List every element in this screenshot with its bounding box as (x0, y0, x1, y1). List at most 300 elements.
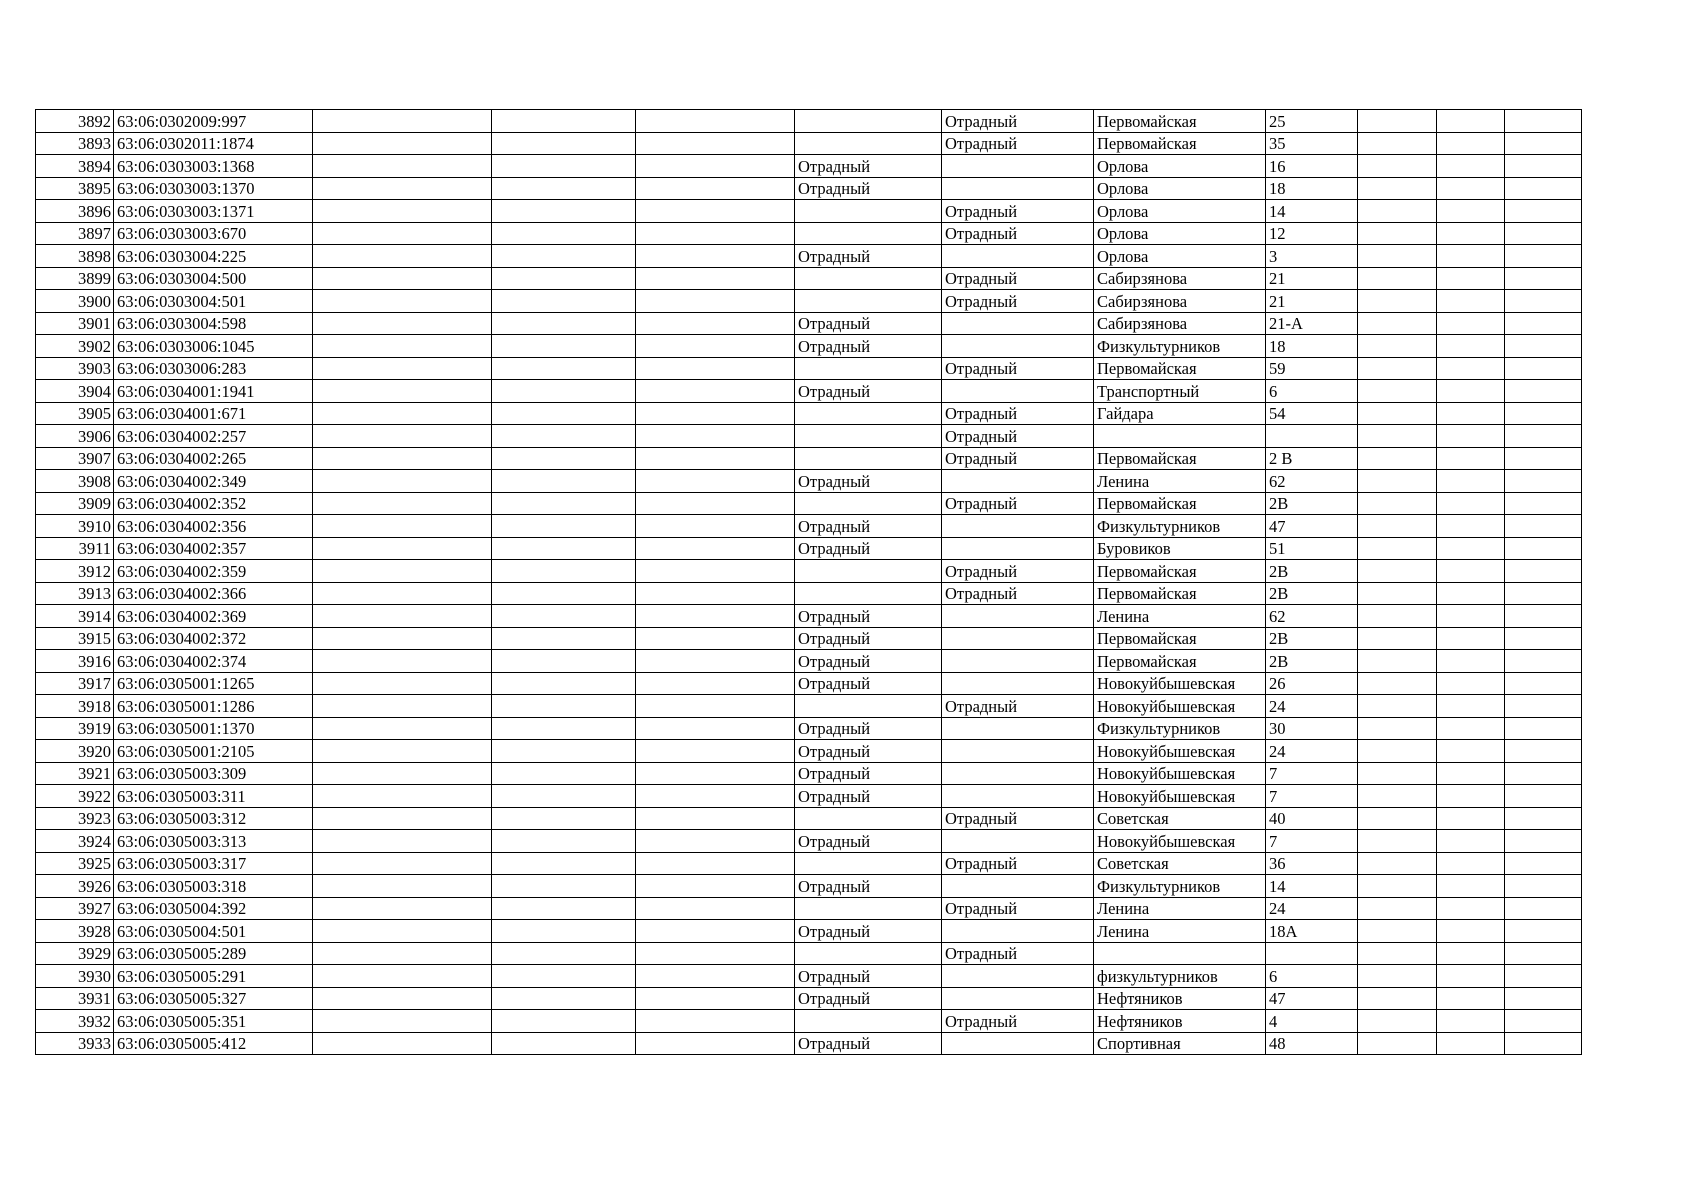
cell-street: Первомайская (1094, 560, 1266, 583)
cell-locality-a (795, 222, 942, 245)
cell-col12 (1505, 942, 1582, 965)
cell-street: Нефтяников (1094, 1010, 1266, 1033)
cell-col11 (1437, 785, 1505, 808)
cell-col11 (1437, 695, 1505, 718)
cell-col12 (1505, 807, 1582, 830)
cell-col11 (1437, 717, 1505, 740)
cell-cadastral-number: 63:06:0303006:1045 (114, 335, 313, 358)
cell-row-number: 3896 (36, 200, 114, 223)
cell-col12 (1505, 740, 1582, 763)
cell-col11 (1437, 920, 1505, 943)
cell-locality-a: Отрадный (795, 380, 942, 403)
cell-col10 (1358, 357, 1437, 380)
cell-house: 2В (1266, 650, 1358, 673)
cell-house: 48 (1266, 1032, 1358, 1055)
cell-street: Первомайская (1094, 447, 1266, 470)
cell-cadastral-number: 63:06:0305003:312 (114, 807, 313, 830)
cell-col4 (492, 852, 636, 875)
cell-house: 18А (1266, 920, 1358, 943)
cell-col3 (313, 492, 492, 515)
cell-locality-b: Отрадный (942, 357, 1094, 380)
cell-col5 (636, 335, 795, 358)
cell-row-number: 3906 (36, 425, 114, 448)
cell-col10 (1358, 695, 1437, 718)
cell-locality-a: Отрадный (795, 785, 942, 808)
cell-col4 (492, 222, 636, 245)
table-row (36, 650, 1582, 673)
cell-col5 (636, 357, 795, 380)
cell-row-number: 3926 (36, 875, 114, 898)
cell-locality-b: Отрадный (942, 560, 1094, 583)
cell-col5 (636, 290, 795, 313)
cell-house: 2 В (1266, 447, 1358, 470)
cell-col4 (492, 560, 636, 583)
cell-col5 (636, 470, 795, 493)
cell-cadastral-number: 63:06:0303006:283 (114, 357, 313, 380)
table-body (36, 110, 1582, 1055)
cell-cadastral-number: 63:06:0305005:291 (114, 965, 313, 988)
cell-col3 (313, 357, 492, 380)
cell-col10 (1358, 537, 1437, 560)
cell-locality-a: Отрадный (795, 830, 942, 853)
cell-col12 (1505, 110, 1582, 133)
cell-col10 (1358, 650, 1437, 673)
cell-street: Сабирзянова (1094, 267, 1266, 290)
cell-cadastral-number: 63:06:0304001:671 (114, 402, 313, 425)
cell-col11 (1437, 290, 1505, 313)
cell-col11 (1437, 402, 1505, 425)
cadastral-table (35, 109, 1582, 1055)
cell-col4 (492, 695, 636, 718)
cell-col5 (636, 560, 795, 583)
cell-locality-a: Отрадный (795, 335, 942, 358)
cell-col11 (1437, 650, 1505, 673)
cell-row-number: 3933 (36, 1032, 114, 1055)
cell-col3 (313, 582, 492, 605)
cell-col11 (1437, 762, 1505, 785)
cell-cadastral-number: 63:06:0304001:1941 (114, 380, 313, 403)
cell-locality-b (942, 537, 1094, 560)
cell-row-number: 3900 (36, 290, 114, 313)
cell-cadastral-number: 63:06:0303004:501 (114, 290, 313, 313)
cell-house: 54 (1266, 402, 1358, 425)
cell-street: Первомайская (1094, 582, 1266, 605)
cell-locality-a (795, 132, 942, 155)
cell-col3 (313, 177, 492, 200)
cell-locality-a: Отрадный (795, 155, 942, 178)
cell-street: Новокуйбышевская (1094, 672, 1266, 695)
cell-street: Сабирзянова (1094, 312, 1266, 335)
cell-locality-b (942, 177, 1094, 200)
cell-col12 (1505, 672, 1582, 695)
cell-row-number: 3920 (36, 740, 114, 763)
cell-col10 (1358, 920, 1437, 943)
table-row (36, 920, 1582, 943)
cell-col3 (313, 200, 492, 223)
cell-cadastral-number: 63:06:0304002:265 (114, 447, 313, 470)
cell-house: 30 (1266, 717, 1358, 740)
cell-col3 (313, 267, 492, 290)
cell-col3 (313, 537, 492, 560)
cell-locality-a (795, 695, 942, 718)
cell-locality-a: Отрадный (795, 987, 942, 1010)
table-row (36, 965, 1582, 988)
cell-locality-b: Отрадный (942, 807, 1094, 830)
cell-col5 (636, 717, 795, 740)
cell-col11 (1437, 425, 1505, 448)
cell-col4 (492, 965, 636, 988)
cell-col5 (636, 1010, 795, 1033)
cell-col3 (313, 222, 492, 245)
cell-col5 (636, 987, 795, 1010)
cell-col10 (1358, 852, 1437, 875)
cell-col3 (313, 290, 492, 313)
cell-col10 (1358, 177, 1437, 200)
cell-locality-b: Отрадный (942, 110, 1094, 133)
cell-col3 (313, 942, 492, 965)
cell-col11 (1437, 470, 1505, 493)
cell-locality-b (942, 762, 1094, 785)
cell-locality-a: Отрадный (795, 605, 942, 628)
cell-locality-b (942, 875, 1094, 898)
cell-col10 (1358, 807, 1437, 830)
cell-col11 (1437, 515, 1505, 538)
cell-col5 (636, 875, 795, 898)
cell-street: Советская (1094, 852, 1266, 875)
cell-cadastral-number: 63:06:0305004:501 (114, 920, 313, 943)
cell-cadastral-number: 63:06:0305001:1265 (114, 672, 313, 695)
cell-col11 (1437, 807, 1505, 830)
table-row (36, 672, 1582, 695)
cell-col5 (636, 515, 795, 538)
cell-house: 18 (1266, 177, 1358, 200)
cell-row-number: 3927 (36, 897, 114, 920)
cell-locality-b (942, 740, 1094, 763)
cell-col10 (1358, 492, 1437, 515)
cell-col10 (1358, 740, 1437, 763)
cell-col12 (1505, 897, 1582, 920)
cell-col10 (1358, 402, 1437, 425)
cell-col11 (1437, 335, 1505, 358)
cell-col3 (313, 605, 492, 628)
cell-row-number: 3919 (36, 717, 114, 740)
cell-cadastral-number: 63:06:0304002:369 (114, 605, 313, 628)
cell-col12 (1505, 222, 1582, 245)
cell-locality-a (795, 290, 942, 313)
cell-row-number: 3892 (36, 110, 114, 133)
cell-row-number: 3908 (36, 470, 114, 493)
cell-locality-a: Отрадный (795, 717, 942, 740)
cell-col11 (1437, 177, 1505, 200)
cell-col4 (492, 807, 636, 830)
table-row (36, 1032, 1582, 1055)
table-row (36, 245, 1582, 268)
cell-col12 (1505, 627, 1582, 650)
cell-row-number: 3897 (36, 222, 114, 245)
cell-col3 (313, 312, 492, 335)
cell-house: 4 (1266, 1010, 1358, 1033)
cell-col3 (313, 110, 492, 133)
cell-col12 (1505, 267, 1582, 290)
cell-col4 (492, 740, 636, 763)
cell-street: Первомайская (1094, 357, 1266, 380)
cell-col5 (636, 785, 795, 808)
cell-col3 (313, 852, 492, 875)
cell-cadastral-number: 63:06:0305005:351 (114, 1010, 313, 1033)
cell-locality-a: Отрадный (795, 1032, 942, 1055)
cell-col3 (313, 132, 492, 155)
cell-col4 (492, 290, 636, 313)
cell-col5 (636, 447, 795, 470)
cell-col5 (636, 897, 795, 920)
cell-row-number: 3918 (36, 695, 114, 718)
cell-row-number: 3930 (36, 965, 114, 988)
cell-row-number: 3913 (36, 582, 114, 605)
cell-cadastral-number: 63:06:0304002:359 (114, 560, 313, 583)
cell-row-number: 3924 (36, 830, 114, 853)
cell-locality-b (942, 965, 1094, 988)
cell-cadastral-number: 63:06:0305003:311 (114, 785, 313, 808)
cell-locality-b (942, 920, 1094, 943)
cell-house: 18 (1266, 335, 1358, 358)
cell-locality-b (942, 830, 1094, 853)
table-row (36, 200, 1582, 223)
cell-col5 (636, 380, 795, 403)
cell-col12 (1505, 560, 1582, 583)
cell-col5 (636, 852, 795, 875)
cell-row-number: 3910 (36, 515, 114, 538)
cell-house: 7 (1266, 785, 1358, 808)
table-row (36, 290, 1582, 313)
cell-locality-a (795, 402, 942, 425)
cell-col11 (1437, 132, 1505, 155)
cell-row-number: 3929 (36, 942, 114, 965)
cell-locality-a: Отрадный (795, 740, 942, 763)
cell-col3 (313, 650, 492, 673)
cell-street: Транспортный (1094, 380, 1266, 403)
cell-street: Физкультурников (1094, 717, 1266, 740)
cell-locality-b: Отрадный (942, 582, 1094, 605)
cell-locality-b (942, 987, 1094, 1010)
cell-col5 (636, 177, 795, 200)
cell-locality-a (795, 425, 942, 448)
cell-col5 (636, 740, 795, 763)
cell-row-number: 3912 (36, 560, 114, 583)
cell-house: 40 (1266, 807, 1358, 830)
cell-col5 (636, 200, 795, 223)
cell-cadastral-number: 63:06:0305004:392 (114, 897, 313, 920)
table-row (36, 875, 1582, 898)
cell-street: Орлова (1094, 200, 1266, 223)
cell-cadastral-number: 63:06:0303003:1368 (114, 155, 313, 178)
cell-locality-a: Отрадный (795, 470, 942, 493)
cell-col11 (1437, 447, 1505, 470)
cell-col4 (492, 402, 636, 425)
cell-street: Орлова (1094, 222, 1266, 245)
cell-street: Советская (1094, 807, 1266, 830)
cell-col10 (1358, 627, 1437, 650)
cell-col3 (313, 830, 492, 853)
cell-col11 (1437, 582, 1505, 605)
cell-house: 2В (1266, 560, 1358, 583)
cell-col5 (636, 492, 795, 515)
cell-col10 (1358, 875, 1437, 898)
table-row (36, 267, 1582, 290)
table-row (36, 335, 1582, 358)
cell-col11 (1437, 200, 1505, 223)
cell-col4 (492, 1032, 636, 1055)
cell-street: Спортивная (1094, 1032, 1266, 1055)
cell-locality-a: Отрадный (795, 245, 942, 268)
cell-col5 (636, 672, 795, 695)
table-row (36, 425, 1582, 448)
cell-locality-a: Отрадный (795, 312, 942, 335)
cell-col12 (1505, 1010, 1582, 1033)
cell-row-number: 3921 (36, 762, 114, 785)
cell-col3 (313, 380, 492, 403)
cell-col4 (492, 155, 636, 178)
cell-col12 (1505, 492, 1582, 515)
cell-col4 (492, 245, 636, 268)
cell-col12 (1505, 132, 1582, 155)
cell-house: 12 (1266, 222, 1358, 245)
cell-row-number: 3905 (36, 402, 114, 425)
cell-house: 35 (1266, 132, 1358, 155)
cell-col11 (1437, 560, 1505, 583)
cell-row-number: 3928 (36, 920, 114, 943)
table-row (36, 380, 1582, 403)
cell-locality-a: Отрадный (795, 965, 942, 988)
cell-col11 (1437, 852, 1505, 875)
cell-col4 (492, 830, 636, 853)
cell-locality-b: Отрадный (942, 222, 1094, 245)
cell-locality-a: Отрадный (795, 650, 942, 673)
cell-street: Первомайская (1094, 110, 1266, 133)
table-row (36, 560, 1582, 583)
cell-street (1094, 942, 1266, 965)
cell-col11 (1437, 110, 1505, 133)
cell-col10 (1358, 132, 1437, 155)
cell-col4 (492, 672, 636, 695)
table-row (36, 177, 1582, 200)
table-row (36, 132, 1582, 155)
cell-street: Первомайская (1094, 650, 1266, 673)
cell-row-number: 3917 (36, 672, 114, 695)
cell-cadastral-number: 63:06:0305001:1286 (114, 695, 313, 718)
cell-col4 (492, 200, 636, 223)
cell-locality-b (942, 672, 1094, 695)
table-row (36, 627, 1582, 650)
cell-col3 (313, 1032, 492, 1055)
cell-col11 (1437, 312, 1505, 335)
cell-street: Ленина (1094, 897, 1266, 920)
cell-cadastral-number: 63:06:0304002:357 (114, 537, 313, 560)
cell-cadastral-number: 63:06:0305001:1370 (114, 717, 313, 740)
cell-locality-a: Отрадный (795, 762, 942, 785)
cell-col4 (492, 335, 636, 358)
cell-col3 (313, 672, 492, 695)
cell-row-number: 3916 (36, 650, 114, 673)
cell-street: Новокуйбышевская (1094, 762, 1266, 785)
cell-row-number: 3909 (36, 492, 114, 515)
cell-locality-b (942, 155, 1094, 178)
cell-locality-a (795, 807, 942, 830)
cell-locality-a (795, 942, 942, 965)
cell-col4 (492, 425, 636, 448)
cell-cadastral-number: 63:06:0304002:366 (114, 582, 313, 605)
cell-col5 (636, 267, 795, 290)
table-row (36, 537, 1582, 560)
cell-locality-b (942, 335, 1094, 358)
cell-col12 (1505, 830, 1582, 853)
cell-col4 (492, 627, 636, 650)
cell-row-number: 3894 (36, 155, 114, 178)
cell-locality-a (795, 897, 942, 920)
cell-col12 (1505, 582, 1582, 605)
cell-col4 (492, 650, 636, 673)
cell-col11 (1437, 942, 1505, 965)
cell-col11 (1437, 965, 1505, 988)
table-row (36, 492, 1582, 515)
table-row (36, 515, 1582, 538)
cell-row-number: 3915 (36, 627, 114, 650)
cell-col3 (313, 807, 492, 830)
cell-street: Орлова (1094, 155, 1266, 178)
cell-col10 (1358, 582, 1437, 605)
cell-locality-b (942, 650, 1094, 673)
cell-col10 (1358, 222, 1437, 245)
cell-house: 6 (1266, 965, 1358, 988)
cell-row-number: 3899 (36, 267, 114, 290)
cell-col5 (636, 155, 795, 178)
cell-col5 (636, 920, 795, 943)
cell-col10 (1358, 830, 1437, 853)
cell-house: 21 (1266, 290, 1358, 313)
cell-col12 (1505, 155, 1582, 178)
cell-col4 (492, 110, 636, 133)
cell-col3 (313, 335, 492, 358)
cell-col10 (1358, 110, 1437, 133)
cell-locality-a: Отрадный (795, 537, 942, 560)
cell-cadastral-number: 63:06:0304002:372 (114, 627, 313, 650)
cell-house: 47 (1266, 515, 1358, 538)
cell-locality-a (795, 582, 942, 605)
table-row (36, 155, 1582, 178)
cell-col10 (1358, 897, 1437, 920)
cell-house: 2В (1266, 492, 1358, 515)
cell-col11 (1437, 830, 1505, 853)
cell-col4 (492, 605, 636, 628)
table-row (36, 807, 1582, 830)
cell-col11 (1437, 605, 1505, 628)
table-row (36, 785, 1582, 808)
cell-col5 (636, 312, 795, 335)
cell-col10 (1358, 380, 1437, 403)
cell-row-number: 3922 (36, 785, 114, 808)
table-row (36, 110, 1582, 133)
cell-street: Первомайская (1094, 492, 1266, 515)
cell-locality-a (795, 200, 942, 223)
cell-col10 (1358, 762, 1437, 785)
cell-cadastral-number: 63:06:0305003:318 (114, 875, 313, 898)
cell-locality-a (795, 1010, 942, 1033)
cell-col11 (1437, 1032, 1505, 1055)
cell-cadastral-number: 63:06:0303003:670 (114, 222, 313, 245)
cell-street: Первомайская (1094, 627, 1266, 650)
cell-house: 7 (1266, 762, 1358, 785)
cell-street: Ленина (1094, 605, 1266, 628)
cell-col5 (636, 245, 795, 268)
